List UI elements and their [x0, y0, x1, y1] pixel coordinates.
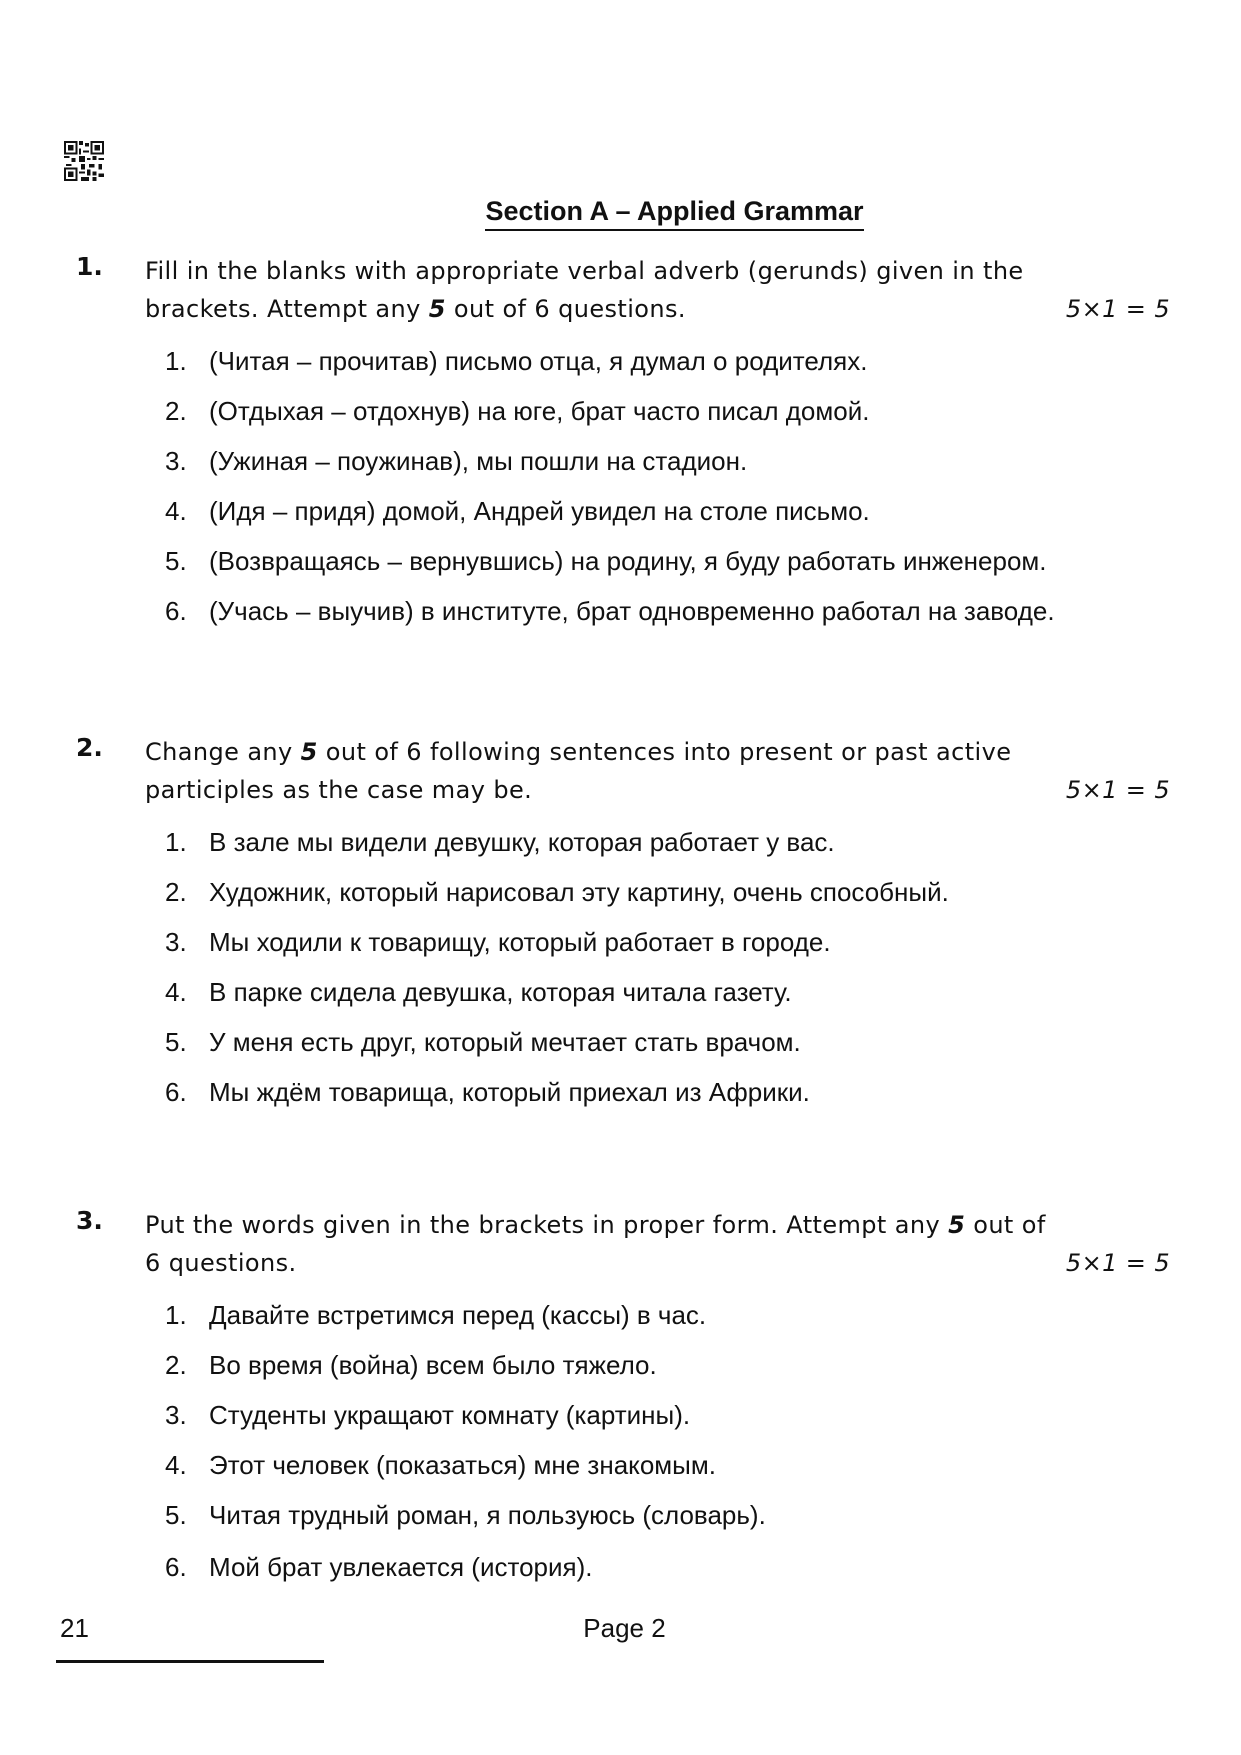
marks: 5×1 = 5	[1065, 1249, 1170, 1277]
list-item: 5. (Возвращаясь – вернувшись) на родину, я буду работать инженером.	[165, 546, 1047, 576]
question-number: 1.	[76, 252, 103, 281]
instruction-line: 6 questions.	[145, 1249, 297, 1277]
list-item: 1. В зале мы видели девушку, которая работает у вас.	[165, 827, 835, 857]
list-item: 3. (Ужиная – поужинав), мы пошли на стадион.	[165, 446, 748, 476]
instruction-line: Fill in the blanks with appropriate verbal adverb (gerunds) given in the	[145, 257, 1024, 285]
question-instruction	[145, 252, 1170, 328]
footer-divider	[56, 1660, 324, 1663]
marks: 5×1 = 5	[1065, 776, 1170, 804]
marks: 5×1 = 5	[1065, 295, 1170, 323]
question-instruction	[145, 1206, 1170, 1282]
instruction-line: participles as the case may be.	[145, 776, 533, 804]
list-item: 2. Художник, который нарисовал эту картину, очень способный.	[165, 877, 949, 907]
list-item: 5. У меня есть друг, который мечтает стать врачом.	[165, 1027, 801, 1057]
instruction-line: Change any 5 out of 6 following sentences into present or past active	[145, 738, 1012, 766]
list-item: 4. В парке сидела девушка, которая читала газету.	[165, 977, 792, 1007]
question-number: 2.	[76, 733, 103, 762]
item-list	[165, 827, 949, 1127]
question-number: 3.	[76, 1206, 103, 1235]
page-code: 21	[60, 1613, 89, 1643]
instruction-line: brackets. Attempt any 5 out of 6 questions.	[145, 295, 686, 323]
qr-code-icon	[64, 141, 104, 181]
question-instruction	[145, 733, 1170, 809]
item-list	[165, 1300, 766, 1602]
list-item: 4. (Идя – придя) домой, Андрей увидел на столе письмо.	[165, 496, 870, 526]
list-item: 6. Мой брат увлекается (история).	[165, 1552, 593, 1582]
list-item: 1. Давайте встретимся перед (кассы) в час.	[165, 1300, 707, 1330]
list-item: 1. (Читая – прочитав) письмо отца, я думал о родителях.	[165, 346, 868, 376]
list-item: 6. (Учась – выучив) в институте, брат одновременно работал на заводе.	[165, 596, 1055, 626]
section-title: Section A – Applied Grammar	[108, 196, 1241, 231]
list-item: 2. Во время (война) всем было тяжело.	[165, 1350, 657, 1380]
list-item: 6. Мы ждём товарища, который приехал из Африки.	[165, 1077, 810, 1107]
page-number: Page 2	[583, 1613, 666, 1643]
list-item: 2. (Отдыхая – отдохнув) на юге, брат часто писал домой.	[165, 396, 870, 426]
list-item: 3. Мы ходили к товарищу, который работает в городе.	[165, 927, 831, 957]
instruction-line: Put the words given in the brackets in proper form. Attempt any 5 out of	[145, 1211, 1046, 1239]
item-list	[165, 346, 1055, 646]
list-item: 4. Этот человек (показаться) мне знакомым.	[165, 1450, 716, 1480]
list-item: 5. Читая трудный роман, я пользуюсь (словарь).	[165, 1500, 766, 1530]
list-item: 3. Студенты укращают комнату (картины).	[165, 1400, 691, 1430]
